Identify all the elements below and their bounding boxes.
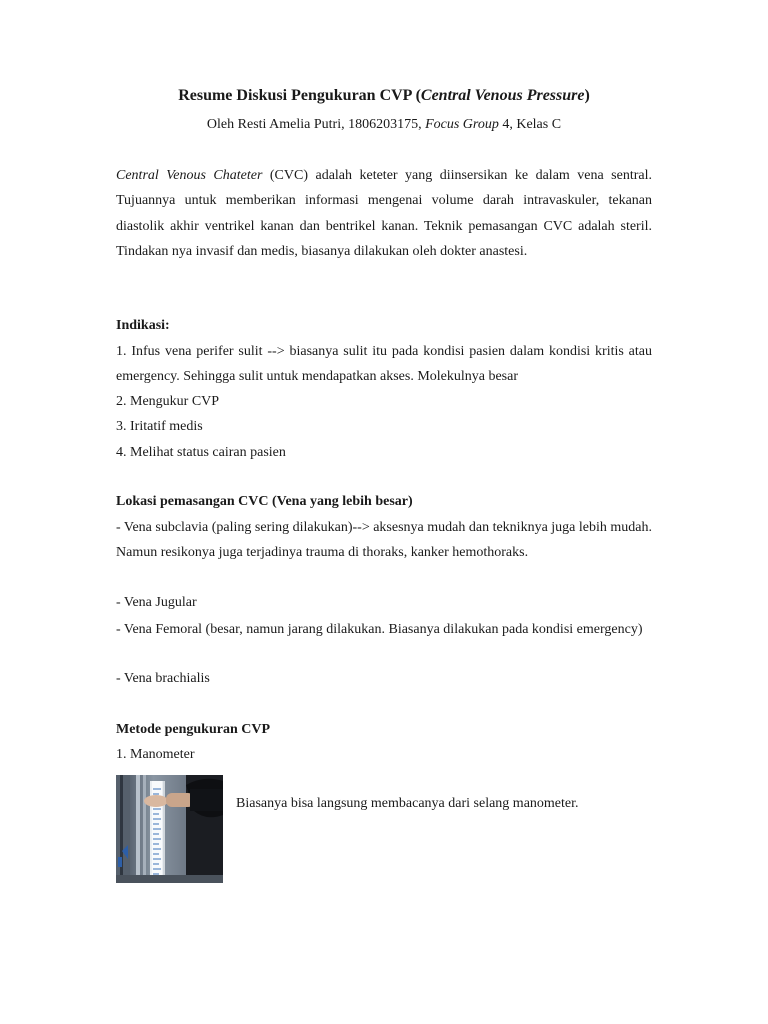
manometer-photo	[116, 775, 223, 883]
lokasi-item-1: - Vena subclavia (paling sering dilakukan)--> aksesnya mudah dan tekniknya juga lebih mudah. Namun resikonya juga terjadinya trauma di thoraks, kanker hemothoraks.	[116, 520, 652, 561]
lokasi-item-2: - Vena Jugular	[116, 595, 197, 610]
metode-heading: Metode pengukuran CVP	[116, 722, 271, 737]
lokasi-heading: Lokasi pemasangan CVC (Vena yang lebih besar)	[116, 494, 413, 509]
lokasi-item-3: - Vena Femoral (besar, namun jarang dilakukan. Biasanya dilakukan pada kondisi emergency)	[116, 622, 643, 637]
lokasi-item-4: - Vena brachialis	[116, 671, 210, 686]
indikasi-item-1: 1. Infus vena perifer sulit --> biasanya sulit itu pada kondisi pasien dalam kondisi kritis atau emergency. Sehingga sulit untuk mendapatkan akses. Molekulnya besar	[116, 344, 652, 385]
intro-paragraph: Central Venous Chateter (CVC) adalah keteter yang diinsersikan ke dalam vena sentral. Tujuannya untuk memberikan informasi mengenai volume darah intravaskuler, tekanan diastolik akhir ventrikel kanan dan bentrikel kanan. Teknik pemasangan CVC adalah steril. Tindakan nya invasif dan medis, biasanya dilakukan oleh dokter anastesi.	[116, 168, 652, 260]
author-line: Oleh Resti Amelia Putri, 1806203175, Focus Group 4, Kelas C	[206, 117, 562, 132]
metode-item-1: 1. Manometer	[116, 747, 195, 762]
indikasi-item-2: 2. Mengukur CVP	[116, 394, 220, 409]
document-title: Resume Diskusi Pengukuran CVP (Central Venous Pressure)	[178, 87, 590, 104]
indikasi-item-4: 4. Melihat status cairan pasien	[116, 445, 286, 460]
indikasi-heading: Indikasi:	[116, 318, 170, 333]
manometer-caption: Biasanya bisa langsung membacanya dari selang manometer.	[236, 796, 579, 811]
indikasi-item-3: 3. Iritatif medis	[116, 419, 203, 434]
